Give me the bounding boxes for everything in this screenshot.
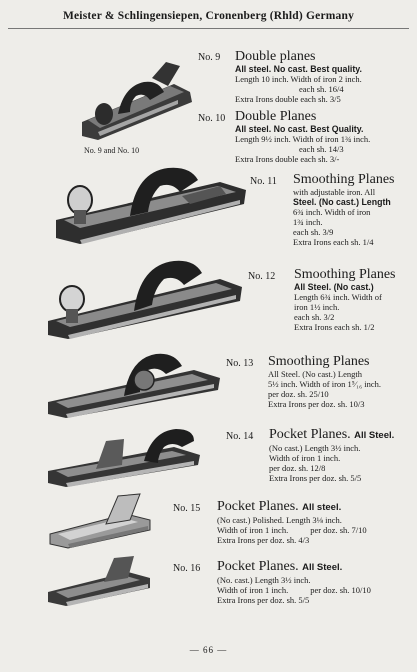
item-number: No. 10 [198,113,226,124]
item-title [217,560,371,575]
item-line [217,585,371,595]
item-line: Length 10 inch. Width of iron 2 inch. [235,74,362,84]
item-line: Extra Irons per doz. sh. 5/5 [269,473,362,483]
item-line: iron 1½ inch. [294,302,340,312]
item-line: each sh. 3/9 [293,227,334,237]
item-line: (No. cast.) Length 3½ inch. [217,575,311,585]
item-14 [269,428,394,483]
item-title-text: Pocket Planes. [217,559,299,574]
item-title-text: Pocket Planes. [217,499,299,514]
item-line: (No cast.) Polished. Length 3⅛ inch. [217,515,342,525]
pocket-plane-14-illustration [44,425,204,491]
item-line: All steel. No cast. Best quality. [235,64,362,74]
item-line: with adjustable iron. All [293,187,376,197]
item-line: All Steel. (No cast.) [294,282,374,292]
item-line: 5½ inch. Width of iron 1⁵⁄₁₆ inch. [268,379,381,389]
item-number: No. 14 [226,431,254,442]
item-12 [294,268,396,332]
item-line: Length 9½ inch. Width of iron 1¾ inch. [235,134,371,144]
item-line: (No cast.) Length 3½ inch. [269,443,361,453]
item-number: No. 9 [198,52,221,63]
item-line: 1¾ inch. [293,217,323,227]
item-title [269,428,394,443]
page-header: Meister & Schlingensiepen, Cronenberg (Rhld) Germany [62,10,355,22]
item-line: Extra Irons each sh. 1/2 [294,322,375,332]
item-title: Smoothing Planes [294,267,396,282]
item-line: Extra Irons double each sh. 3/5 [235,94,341,104]
item-line: per doz. sh. 25/10 [268,389,329,399]
item-number: No. 13 [226,358,254,369]
item-line: 6¾ inch. Width of iron [293,207,371,217]
item-title-extra: All Steel. [302,562,343,573]
illustration-caption: No. 9 and No. 10 [84,146,140,155]
smoothing-plane-12-illustration [44,255,244,341]
pocket-plane-16-illustration [44,552,154,608]
item-line-left: Width of iron 1 inch. [217,525,289,535]
item-line: each sh. 16/4 [299,84,344,94]
item-line: each sh. 14/3 [299,144,344,154]
item-line: each sh. 3/2 [294,312,335,322]
item-line [217,525,367,535]
double-plane-illustration [78,56,196,144]
item-line: Extra Irons per doz. sh. 5/5 [217,595,310,605]
item-title: Double Planes [235,109,317,124]
item-line: All Steel. (No cast.) Length [268,369,362,379]
item-line-right: per doz. sh. 7/10 [310,525,367,535]
item-number: No. 12 [248,271,276,282]
item-10 [235,110,370,164]
item-line: All steel. No cast. Best Quality. [235,124,364,134]
item-15 [217,500,367,545]
header-rule [8,28,409,29]
item-16 [217,560,371,605]
smoothing-plane-11-illustration [50,160,250,248]
item-title: Smoothing Planes [293,172,395,187]
item-title-extra: All steel. [302,502,342,513]
item-line: Length 6¾ inch. Width of [294,292,382,302]
item-title-extra: All Steel. [354,430,395,441]
item-title: Double planes [235,49,316,64]
pocket-plane-15-illustration [46,490,156,550]
item-line: Extra Irons each sh. 1/4 [293,237,374,247]
item-line-right: per doz. sh. 10/10 [310,585,371,595]
smoothing-plane-13-illustration [44,350,224,422]
item-line: Extra Irons per doz. sh. 4/3 [217,535,310,545]
item-line: Extra Irons double each sh. 3/- [235,154,340,164]
item-title-text: Pocket Planes. [269,427,351,442]
item-number: No. 15 [173,503,201,514]
page-number: — 66 — [189,645,228,655]
item-line: Extra Irons per doz. sh. 10/3 [268,399,365,409]
item-line-left: Width of iron 1 inch. [217,585,289,595]
item-title: Smoothing Planes [268,354,370,369]
item-title [217,500,367,515]
item-number: No. 11 [250,176,277,187]
item-9 [235,50,362,104]
item-number: No. 16 [173,563,201,574]
item-line: per doz. sh. 12/8 [269,463,326,473]
item-line: Width of iron 1 inch. [269,453,341,463]
item-11 [293,173,395,247]
item-line: Steel. (No cast.) Length [293,197,391,207]
item-13 [268,355,381,409]
